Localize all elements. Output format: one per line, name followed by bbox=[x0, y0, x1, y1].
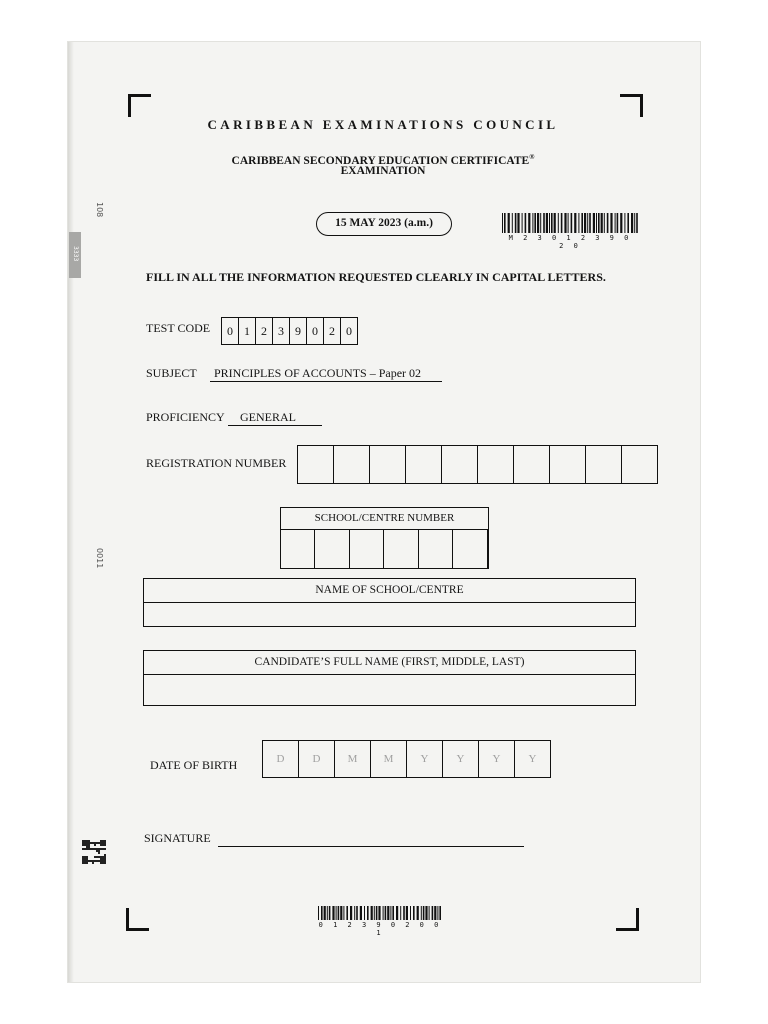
registration-digit-box[interactable] bbox=[513, 445, 550, 484]
registration-digit-box[interactable] bbox=[369, 445, 406, 484]
dob-year-box[interactable]: Y bbox=[442, 740, 479, 778]
header-barcode bbox=[502, 213, 638, 250]
candidate-name-label: CANDIDATE’S FULL NAME (FIRST, MIDDLE, LAST) bbox=[144, 651, 635, 675]
dob-year-box[interactable]: Y bbox=[406, 740, 443, 778]
side-tab bbox=[69, 232, 81, 278]
test-code-label: TEST CODE bbox=[146, 321, 211, 335]
header-barcode-text: M 2 3 0 1 2 3 9 0 2 0 bbox=[508, 234, 632, 250]
registration-number-label: REGISTRATION NUMBER bbox=[146, 456, 287, 470]
registration-mark-top-left bbox=[128, 94, 151, 117]
subject-value: PRINCIPLES OF ACCOUNTS – Paper 02 bbox=[210, 366, 442, 382]
test-code-digit: 0 bbox=[221, 317, 239, 345]
qr-code-icon bbox=[82, 840, 106, 864]
certificate-title-text: CARIBBEAN SECONDARY EDUCATION CERTIFICATE bbox=[231, 154, 530, 167]
exam-date: 15 MAY 2023 (a.m.) bbox=[316, 212, 452, 236]
dob-month-box[interactable]: M bbox=[334, 740, 371, 778]
school-centre-digit-box[interactable] bbox=[314, 530, 350, 569]
registration-digit-box[interactable] bbox=[621, 445, 658, 484]
school-name-label: NAME OF SCHOOL/CENTRE bbox=[144, 579, 635, 603]
subject-label: SUBJECT bbox=[146, 366, 197, 380]
dob-day-box[interactable]: D bbox=[262, 740, 299, 778]
side-tab-text: 3333 bbox=[72, 246, 79, 262]
school-centre-number-label: SCHOOL/CENTRE NUMBER bbox=[281, 508, 488, 530]
dob-year-box[interactable]: Y bbox=[514, 740, 551, 778]
dob-month-box[interactable]: M bbox=[370, 740, 407, 778]
barcode-icon bbox=[318, 906, 442, 920]
test-code-digit: 1 bbox=[238, 317, 256, 345]
signature-line[interactable] bbox=[218, 846, 524, 847]
school-name-field[interactable] bbox=[144, 603, 635, 627]
school-centre-number-box bbox=[280, 507, 489, 569]
examination-label: EXAMINATION bbox=[340, 165, 426, 177]
registration-digit-box[interactable] bbox=[405, 445, 442, 484]
registration-mark-top-right bbox=[620, 94, 643, 117]
date-of-birth-label: DATE OF BIRTH bbox=[150, 758, 238, 772]
candidate-name-field[interactable] bbox=[144, 675, 635, 706]
proficiency-label: PROFICIENCY bbox=[146, 410, 225, 424]
date-of-birth-boxes bbox=[263, 740, 551, 778]
proficiency-value: GENERAL bbox=[228, 410, 322, 426]
test-code-digit: 9 bbox=[289, 317, 307, 345]
registration-mark-bottom-left bbox=[126, 908, 149, 931]
registration-digit-box[interactable] bbox=[441, 445, 478, 484]
test-code-digit: 2 bbox=[255, 317, 273, 345]
test-code-boxes bbox=[222, 317, 358, 345]
qr-code-graphic bbox=[82, 840, 106, 864]
test-code-digit: 0 bbox=[306, 317, 324, 345]
council-title: CARIBBEAN EXAMINATIONS COUNCIL bbox=[207, 117, 559, 132]
school-centre-digit-box[interactable] bbox=[383, 530, 419, 569]
dob-year-box[interactable]: Y bbox=[478, 740, 515, 778]
registration-number-boxes bbox=[298, 445, 658, 484]
side-code-mid: 0011 bbox=[95, 548, 104, 569]
test-code-digit: 2 bbox=[323, 317, 341, 345]
registered-mark: ® bbox=[529, 153, 535, 161]
registration-digit-box[interactable] bbox=[549, 445, 586, 484]
registration-digit-box[interactable] bbox=[333, 445, 370, 484]
registration-digit-box[interactable] bbox=[585, 445, 622, 484]
test-code-digit: 3 bbox=[272, 317, 290, 345]
footer-barcode bbox=[318, 906, 442, 937]
side-code-top: 108 bbox=[95, 202, 104, 218]
candidate-name-box bbox=[143, 650, 636, 706]
school-centre-digit-box[interactable] bbox=[349, 530, 385, 569]
instruction-text: FILL IN ALL THE INFORMATION REQUESTED CLEARLY IN CAPITAL LETTERS. bbox=[146, 270, 606, 284]
signature-label: SIGNATURE bbox=[144, 831, 211, 845]
footer-barcode-text: 0 1 2 3 9 0 2 0 0 1 bbox=[318, 921, 442, 937]
registration-mark-bottom-right bbox=[616, 908, 639, 931]
registration-digit-box[interactable] bbox=[297, 445, 334, 484]
school-name-box bbox=[143, 578, 636, 627]
school-centre-digit-box[interactable] bbox=[418, 530, 454, 569]
barcode-icon bbox=[502, 213, 638, 233]
registration-digit-box[interactable] bbox=[477, 445, 514, 484]
dob-day-box[interactable]: D bbox=[298, 740, 335, 778]
school-centre-number-boxes bbox=[315, 530, 488, 569]
school-centre-digit-box[interactable] bbox=[452, 530, 488, 569]
test-code-digit: 0 bbox=[340, 317, 358, 345]
page-edge-shadow bbox=[68, 42, 74, 982]
